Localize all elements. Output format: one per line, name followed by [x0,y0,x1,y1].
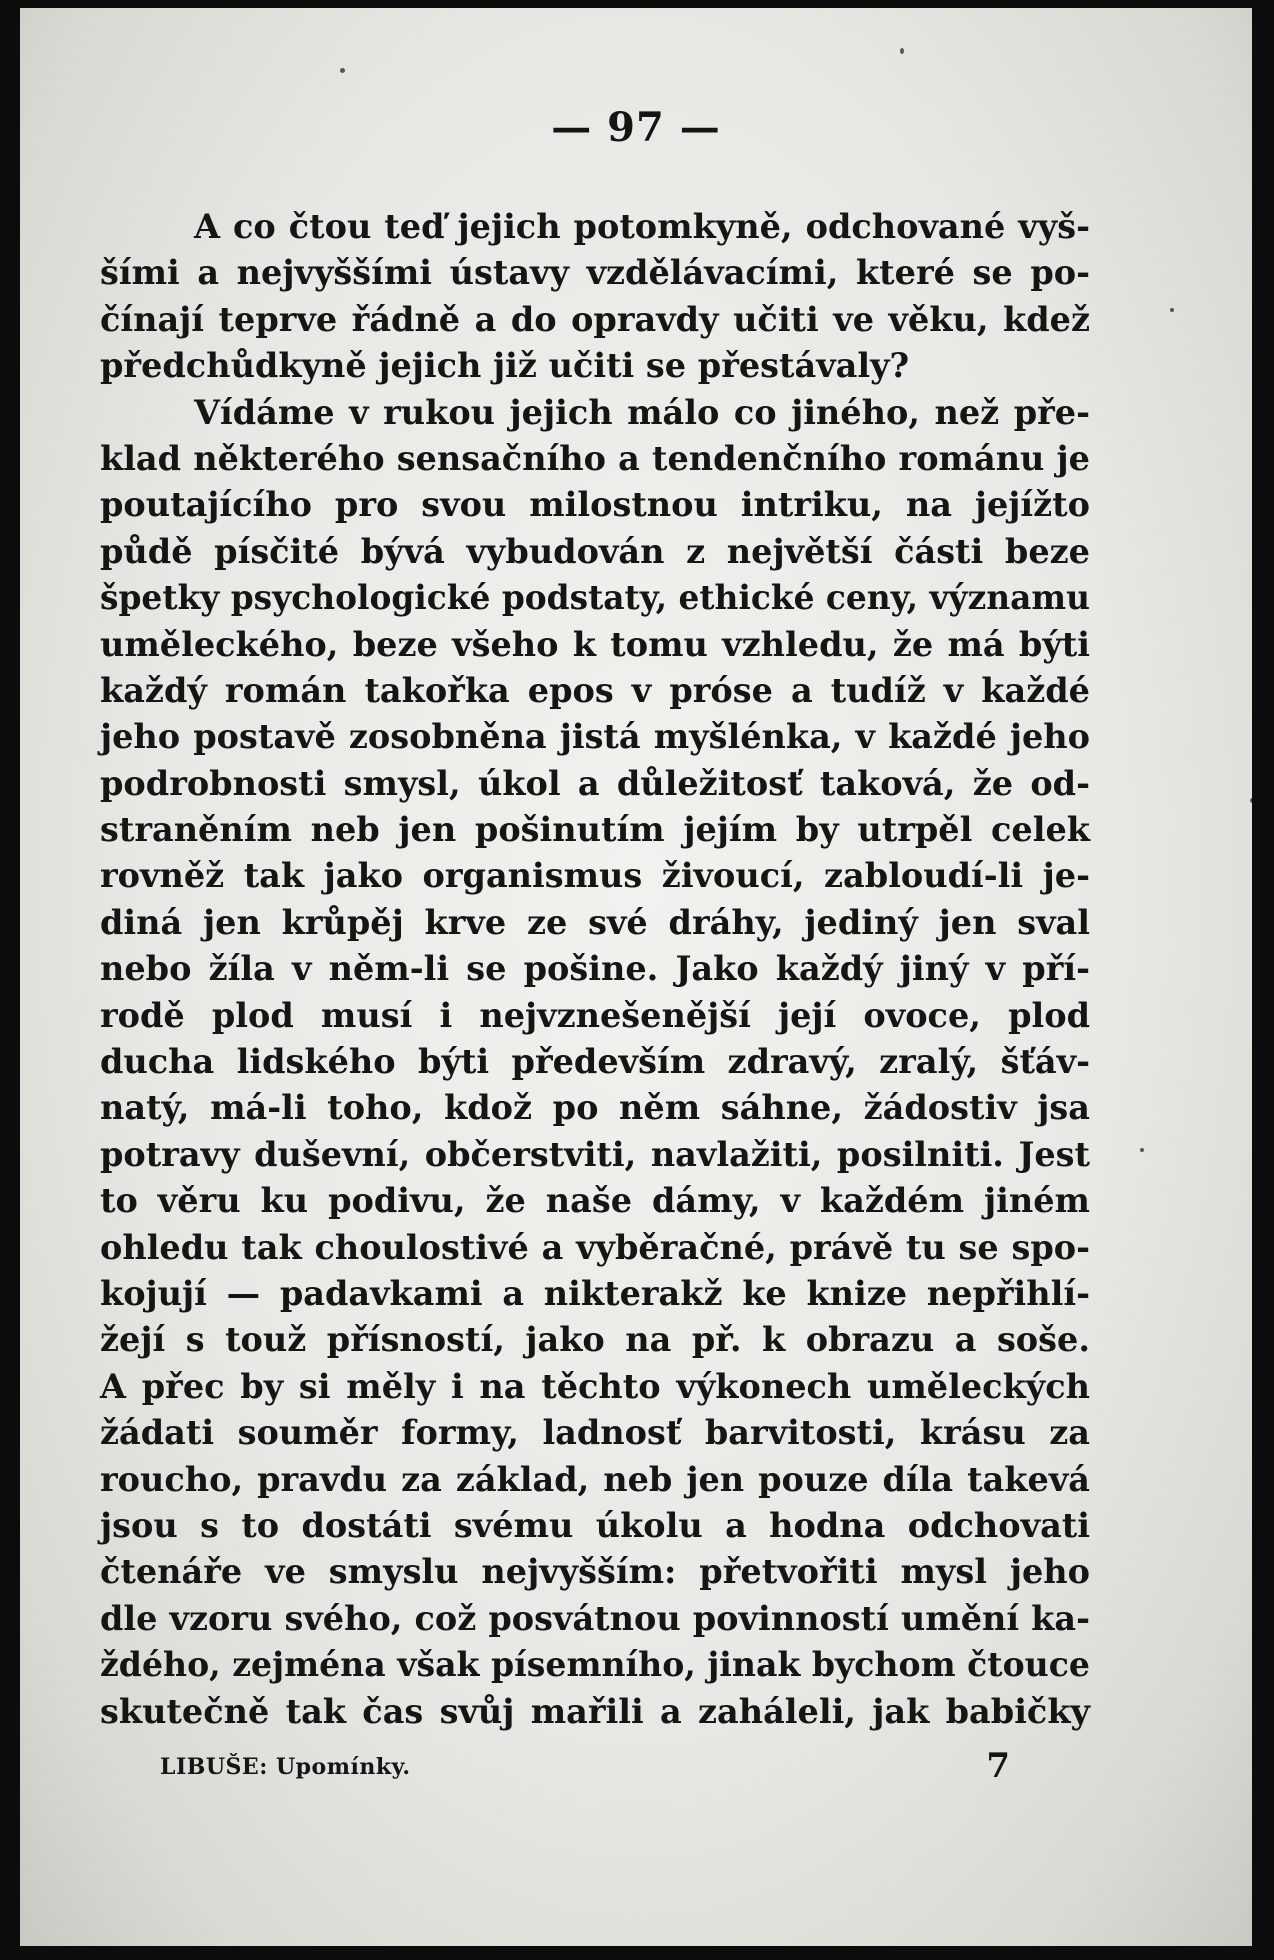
text-line: uměleckého, beze všeho k tomu vzhledu, že má býti [100,624,1090,664]
text-line: poutajícího pro svou milostnou intriku, na jejížto [100,485,1090,525]
text-line: rodě plod musí i nejvznešenější její ovoce, plod [100,995,1090,1035]
paper-speck [900,48,904,54]
text-line: straněním neb jen pošinutím jejím by utrpěl celek [100,810,1090,850]
paper-speck [1250,798,1252,803]
paper-speck [1170,308,1174,312]
text-line: půdě písčité bývá vybudován z největší části beze [100,531,1090,571]
page-number: — 97 — [551,104,721,151]
text-line: nebo žíla v něm-li se pošine. Jako každý jiný v pří- [100,949,1090,989]
text-line: čtenáře ve smyslu nejvyšším: přetvořiti mysl jeho [100,1552,1090,1592]
text-line: každý román takořka epos v próse a tudíž v každé [100,670,1090,710]
book-page [20,8,1252,1946]
text-line: žejí s touž přísností, jako na př. k obrazu a soše. [100,1320,1090,1360]
text-line: špetky psychologické podstaty, ethické ceny, významu [100,578,1090,618]
text-line: natý, má-li toho, kdož po něm sáhne, žádostiv jsa [100,1088,1090,1128]
text-line: šími a nejvyššími ústavy vzdělávacími, které se po- [100,253,1090,293]
paper-speck [1140,1148,1144,1152]
text-line: A přec by si měly i na těchto výkonech uměleckých [100,1366,1090,1406]
text-line: potravy duševní, občerstviti, navlažiti, posilniti. Jest [100,1134,1090,1174]
text-line: čínají teprve řádně a do opravdy učiti ve věku, kdež [100,299,1090,339]
text-line: to věru ku podivu, že naše dámy, v každém jiném [100,1181,1090,1221]
text-line: roucho, pravdu za základ, neb jen pouze díla takevá [100,1459,1090,1499]
text-line: jsou s to dostáti svému úkolu a hodna odchovati [100,1505,1090,1545]
text-line: Vídáme v rukou jejich málo co jiného, než pře- [194,392,1090,432]
text-line: A co čtou teď jejich potomkyně, odchované vyš- [194,207,1090,246]
text-line: diná jen krůpěj krve ze své dráhy, jediný jen sval [100,902,1090,942]
text-line: jeho postavě zosobněna jistá myšlénka, v každé jeho [100,717,1090,757]
text-line: ducha lidského býti především zdravý, zralý, šťáv- [100,1042,1090,1082]
text-line: skutečně tak čas svůj mařili a zaháleli, jak babičky [100,1691,1090,1731]
text-line: rovněž tak jako organismus živoucí, zabloudí-li je- [100,856,1090,896]
text-line: klad některého sensačního a tendenčního románu je [100,438,1090,478]
text-line: kojují — padavkami a nikterakž ke knize nepřihlí- [100,1273,1090,1313]
text-line: podrobnosti smysl, úkol a důležitosť taková, že od- [100,763,1090,803]
running-footer-title: LIBUŠE: Upomínky. [160,1754,411,1780]
text-line: ždého, zejména však písemního, jinak bychom čtouce [100,1645,1090,1685]
text-line: ohledu tak choulostivé a vyběračné, právě tu se spo- [100,1227,1090,1267]
text-line: dle vzoru svého, což posvátnou povinností umění ka- [100,1598,1090,1638]
page-footer [160,1746,1010,1796]
text-line: předchůdkyně jejich již učiti se přestávaly? [100,346,910,386]
signature-mark: 7 [986,1746,1010,1786]
text-line: žádati souměr formy, ladnosť barvitosti, krásu za [100,1413,1090,1453]
paper-speck [340,68,345,73]
body-text [100,204,1090,1735]
